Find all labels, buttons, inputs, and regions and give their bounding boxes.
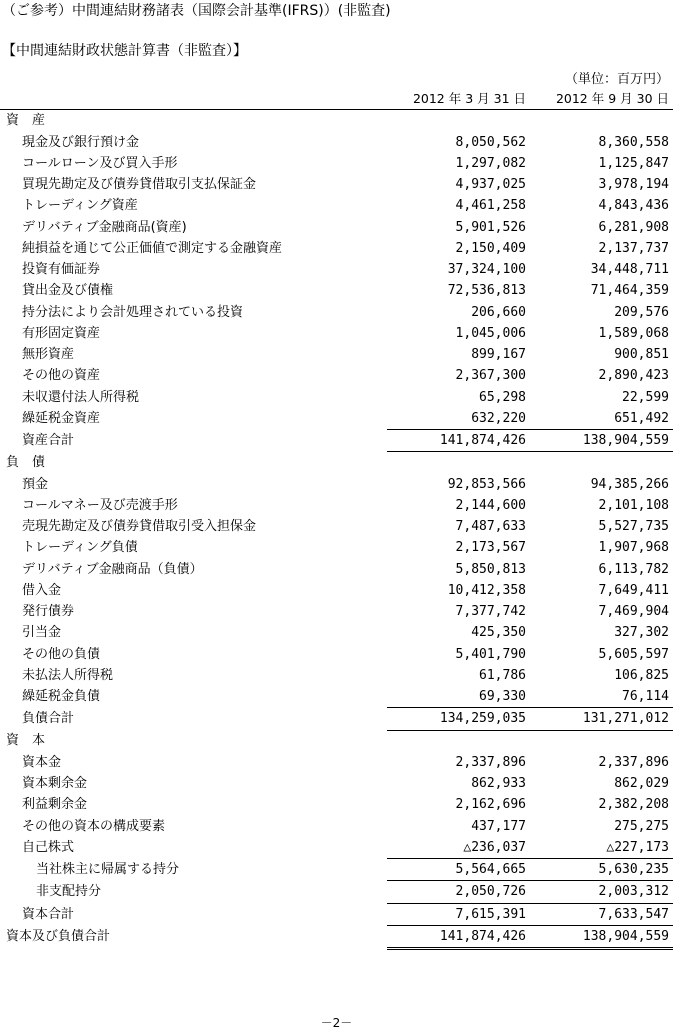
row-value-2: 900,851 bbox=[614, 347, 669, 363]
row-label: 資産合計 bbox=[22, 433, 75, 449]
table-row bbox=[0, 280, 673, 301]
table-row bbox=[0, 132, 673, 153]
total-row-equity bbox=[0, 903, 673, 925]
table-row bbox=[0, 259, 673, 280]
row-value-2: 7,469,904 bbox=[598, 604, 669, 620]
row-label: 持分法により会計処理されている投資 bbox=[22, 304, 244, 320]
row-label: 売現先勘定及び債券貸借取引受入担保金 bbox=[22, 519, 257, 535]
row-value-1: 862,933 bbox=[471, 776, 526, 792]
row-value-2: 5,630,235 bbox=[530, 859, 673, 881]
row-value-1: 69,330 bbox=[479, 689, 526, 705]
row-label: 無形資産 bbox=[22, 347, 75, 363]
table-row bbox=[0, 323, 673, 344]
row-value-1: 2,367,300 bbox=[455, 368, 526, 384]
subtotal-row-owners-equity bbox=[0, 859, 673, 881]
table-row bbox=[0, 408, 673, 430]
row-value-2 bbox=[530, 730, 673, 752]
row-label: コールローン及び買入手形 bbox=[22, 155, 178, 171]
row-value-1: 10,412,358 bbox=[447, 582, 526, 598]
row-value-2: 4,843,436 bbox=[598, 198, 669, 214]
row-label: デリバティブ金融商品（負債） bbox=[22, 561, 203, 577]
row-label: 未収還付法人所得税 bbox=[22, 389, 140, 405]
row-label: 貸出金及び債権 bbox=[22, 283, 114, 299]
row-value-1 bbox=[387, 730, 530, 752]
row-label: 借入金 bbox=[22, 582, 62, 598]
row-value-2: 862,029 bbox=[614, 776, 669, 792]
row-value-1: 92,853,566 bbox=[447, 476, 526, 492]
row-value-1: 72,536,813 bbox=[447, 283, 526, 299]
row-label: 資本金 bbox=[22, 754, 62, 770]
table-row bbox=[0, 752, 673, 773]
row-label: 資 産 bbox=[6, 113, 46, 129]
row-value-1: 134,259,035 bbox=[387, 708, 530, 730]
table-row bbox=[0, 344, 673, 365]
row-value-2: 94,385,266 bbox=[590, 476, 669, 492]
row-label: 非支配持分 bbox=[36, 884, 102, 900]
row-value-1: 206,660 bbox=[471, 304, 526, 320]
table-row bbox=[0, 622, 673, 643]
row-label: コールマネー及び売渡手形 bbox=[22, 497, 178, 513]
row-value-2: 138,904,559 bbox=[530, 430, 673, 452]
row-value-1: 437,177 bbox=[471, 818, 526, 834]
row-value-2: 131,271,012 bbox=[530, 708, 673, 730]
row-value-2: 2,137,737 bbox=[598, 240, 669, 256]
table-row bbox=[0, 516, 673, 537]
row-value-1: 2,162,696 bbox=[455, 797, 526, 813]
grand-total-row bbox=[0, 925, 673, 948]
row-label: トレーディング負債 bbox=[22, 540, 138, 556]
page-number: －2－ bbox=[320, 1016, 353, 1030]
table-row bbox=[0, 387, 673, 408]
row-value-1: 5,901,526 bbox=[455, 219, 526, 235]
row-value-2: 1,907,968 bbox=[598, 540, 669, 556]
row-value-2: 2,382,208 bbox=[598, 797, 669, 813]
row-value-1: 61,786 bbox=[479, 667, 526, 683]
row-value-2: 22,599 bbox=[622, 389, 669, 405]
table-row bbox=[0, 195, 673, 216]
table-row bbox=[0, 773, 673, 794]
row-label: 利益剰余金 bbox=[22, 797, 88, 813]
row-value-2: △227,173 bbox=[606, 839, 669, 855]
table-row bbox=[0, 174, 673, 195]
row-value-2: 3,978,194 bbox=[598, 177, 669, 193]
row-value-2 bbox=[530, 110, 673, 132]
row-value-2: 34,448,711 bbox=[590, 262, 669, 278]
row-label: 引当金 bbox=[22, 625, 62, 641]
row-label: 資本合計 bbox=[22, 906, 75, 922]
row-value-2: 209,576 bbox=[614, 304, 669, 320]
row-value-2: 6,113,782 bbox=[598, 561, 669, 577]
row-value-1: 2,173,567 bbox=[455, 540, 526, 556]
row-value-2: 7,649,411 bbox=[598, 582, 669, 598]
row-label: その他の負債 bbox=[22, 646, 101, 662]
row-value-1: 2,050,726 bbox=[455, 884, 526, 900]
table-row bbox=[0, 302, 673, 323]
table-row bbox=[0, 217, 673, 238]
row-value-2: 8,360,558 bbox=[598, 134, 669, 150]
row-label: 純損益を通じて公正価値で測定する金融資産 bbox=[22, 240, 283, 256]
section-header-assets bbox=[0, 110, 673, 132]
row-label: 買現先勘定及び債券貸借取引支払保証金 bbox=[22, 177, 257, 193]
row-label: 自己株式 bbox=[22, 840, 75, 856]
row-value-2: 138,904,559 bbox=[530, 925, 673, 948]
row-label: 投資有価証券 bbox=[22, 262, 101, 278]
row-label: 有形固定資産 bbox=[22, 325, 101, 341]
row-value-1: 4,937,025 bbox=[455, 177, 526, 193]
row-value-1: 7,615,391 bbox=[387, 903, 530, 925]
table-row bbox=[0, 365, 673, 386]
row-label: 資 本 bbox=[6, 733, 46, 749]
row-label: 資本及び負債合計 bbox=[6, 929, 111, 945]
row-label: 繰延税金負債 bbox=[22, 689, 101, 705]
row-label: 預金 bbox=[22, 476, 49, 492]
row-value-1: 8,050,562 bbox=[455, 134, 526, 150]
row-label: 負 債 bbox=[6, 455, 46, 471]
row-label: トレーディング資産 bbox=[22, 198, 138, 214]
row-value-2: 1,589,068 bbox=[598, 325, 669, 341]
table-row bbox=[0, 601, 673, 622]
table-row bbox=[0, 537, 673, 558]
table-row bbox=[0, 881, 673, 903]
row-value-2: 275,275 bbox=[614, 818, 669, 834]
row-value-2: 1,125,847 bbox=[598, 155, 669, 171]
row-value-2: 7,633,547 bbox=[530, 903, 673, 925]
row-value-1: 5,401,790 bbox=[455, 646, 526, 662]
table-row bbox=[0, 495, 673, 516]
row-value-1: 141,874,426 bbox=[387, 925, 530, 948]
header-blank bbox=[0, 88, 387, 110]
table-row bbox=[0, 559, 673, 580]
row-value-1: 141,874,426 bbox=[387, 430, 530, 452]
row-value-2: 106,825 bbox=[614, 667, 669, 683]
table-row bbox=[0, 644, 673, 665]
total-row-liabilities bbox=[0, 708, 673, 730]
row-label: 資本剰余金 bbox=[22, 776, 88, 792]
row-value-2: 5,605,597 bbox=[598, 646, 669, 662]
row-value-2: 71,464,359 bbox=[590, 283, 669, 299]
row-value-1: 425,350 bbox=[471, 625, 526, 641]
column-header-2012-03-31: 2012 年 3 月 31 日 bbox=[387, 88, 530, 110]
row-value-2: 6,281,908 bbox=[598, 219, 669, 235]
row-value-1: 1,297,082 bbox=[455, 155, 526, 171]
row-label: 繰延税金資産 bbox=[22, 411, 101, 427]
row-value-1: 632,220 bbox=[471, 410, 526, 426]
row-value-1: 2,144,600 bbox=[455, 497, 526, 513]
section-header-liabilities bbox=[0, 452, 673, 474]
row-value-1: 5,564,665 bbox=[387, 859, 530, 881]
row-value-2: 651,492 bbox=[614, 410, 669, 426]
row-value-2: 76,114 bbox=[622, 689, 669, 705]
table-row bbox=[0, 238, 673, 259]
row-value-2 bbox=[530, 452, 673, 474]
row-label: デリバティブ金融商品(資産) bbox=[22, 219, 187, 235]
table-row bbox=[0, 794, 673, 815]
table-row bbox=[0, 580, 673, 601]
row-label: 負債合計 bbox=[22, 711, 75, 727]
row-value-1: 4,461,258 bbox=[455, 198, 526, 214]
total-row-assets bbox=[0, 430, 673, 452]
section-header-equity bbox=[0, 730, 673, 752]
table-row bbox=[0, 837, 673, 859]
statement-title: 【中間連結財政状態計算書（非監査）】 bbox=[2, 43, 247, 59]
table-row bbox=[0, 474, 673, 495]
row-value-1 bbox=[387, 110, 530, 132]
row-value-1 bbox=[387, 452, 530, 474]
row-value-1: 2,150,409 bbox=[455, 240, 526, 256]
row-value-1: 37,324,100 bbox=[447, 262, 526, 278]
row-value-1: 65,298 bbox=[479, 389, 526, 405]
table-row bbox=[0, 686, 673, 708]
row-label: 当社株主に帰属する持分 bbox=[36, 862, 180, 878]
column-header-row bbox=[0, 88, 673, 110]
row-value-1: 2,337,896 bbox=[455, 754, 526, 770]
row-value-2: 5,527,735 bbox=[598, 519, 669, 535]
row-value-2: 2,101,108 bbox=[598, 497, 669, 513]
row-label: その他の資産 bbox=[22, 368, 101, 384]
row-value-1: 1,045,006 bbox=[455, 325, 526, 341]
row-label: 未払法人所得税 bbox=[22, 667, 114, 683]
table-row bbox=[0, 665, 673, 686]
row-value-2: 2,003,312 bbox=[598, 884, 669, 900]
row-label: 現金及び銀行預け金 bbox=[22, 134, 140, 150]
row-label: その他の資本の構成要素 bbox=[22, 818, 166, 834]
row-value-1: 899,167 bbox=[471, 347, 526, 363]
document-title: （ご参考）中間連結財務諸表（国際会計基準(IFRS)）(非監査) bbox=[2, 3, 391, 19]
row-value-1: 7,487,633 bbox=[455, 519, 526, 535]
row-value-1: 5,850,813 bbox=[455, 561, 526, 577]
row-value-2: 2,337,896 bbox=[598, 754, 669, 770]
row-value-2: 327,302 bbox=[614, 625, 669, 641]
balance-sheet-table bbox=[0, 88, 673, 950]
row-label: 発行債券 bbox=[22, 604, 75, 620]
column-header-2012-09-30: 2012 年 9 月 30 日 bbox=[530, 88, 673, 110]
table-row bbox=[0, 153, 673, 174]
row-value-1: 7,377,742 bbox=[455, 604, 526, 620]
unit-label: （単位：百万円） bbox=[564, 72, 669, 87]
row-value-1: △236,037 bbox=[463, 839, 526, 855]
row-value-2: 2,890,423 bbox=[598, 368, 669, 384]
table-row bbox=[0, 816, 673, 837]
